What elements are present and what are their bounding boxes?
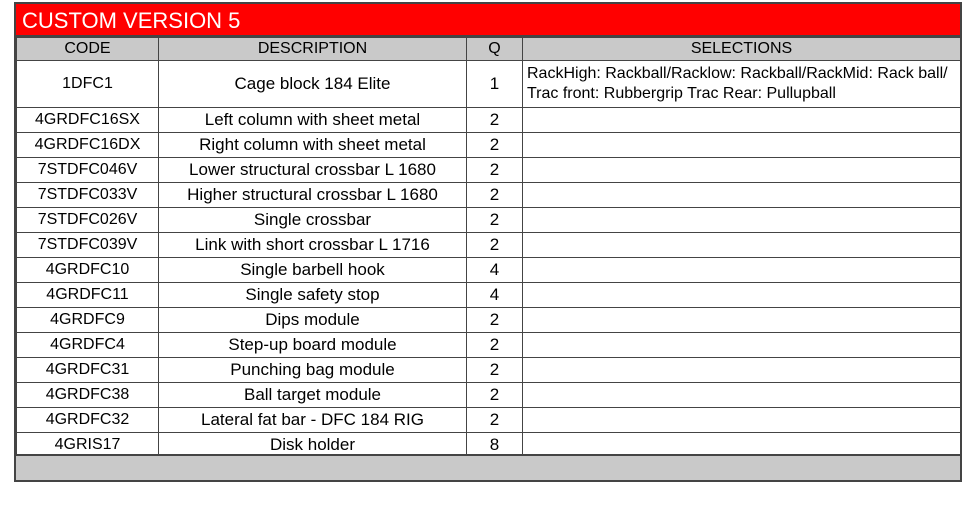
cell-qty: 2: [467, 233, 523, 258]
table-row: [17, 408, 961, 433]
cell-description: Link with short crossbar L 1716: [159, 233, 467, 258]
cell-code: 4GRDFC16DX: [17, 133, 159, 158]
cell-qty: 2: [467, 183, 523, 208]
table-row: [17, 158, 961, 183]
cell-qty: 1: [467, 61, 523, 108]
table-row: [17, 283, 961, 308]
table-row: [17, 258, 961, 283]
cell-description: Right column with sheet metal: [159, 133, 467, 158]
cell-qty: 2: [467, 308, 523, 333]
table-row: [17, 108, 961, 133]
cell-selections: [523, 358, 961, 383]
cell-description: Lateral fat bar - DFC 184 RIG: [159, 408, 467, 433]
cell-qty: 2: [467, 108, 523, 133]
header-row: [17, 38, 961, 61]
cell-qty: 2: [467, 158, 523, 183]
cell-code: 4GRDFC31: [17, 358, 159, 383]
cell-qty: 2: [467, 333, 523, 358]
cell-code: 7STDFC033V: [17, 183, 159, 208]
cell-selections: RackHigh: Rackball/Racklow: Rackball/RackMid: Rack ball/ Trac front: Rubbergrip Trac Rear: Pullupball: [523, 61, 961, 108]
table-row: [17, 233, 961, 258]
cell-code: 4GRDFC4: [17, 333, 159, 358]
cell-code: 1DFC1: [17, 61, 159, 108]
cell-code: 7STDFC026V: [17, 208, 159, 233]
cell-selections: [523, 333, 961, 358]
cell-selections: [523, 158, 961, 183]
cell-selections: [523, 233, 961, 258]
cell-description: Disk holder: [159, 433, 467, 458]
header-qty: Q: [467, 38, 523, 61]
table-row: [17, 383, 961, 408]
cell-selections: [523, 408, 961, 433]
cell-code: 4GRDFC10: [17, 258, 159, 283]
cell-description: Cage block 184 Elite: [159, 61, 467, 108]
cell-description: Step-up board module: [159, 333, 467, 358]
footer-bar: [16, 454, 960, 480]
cell-code: 4GRDFC11: [17, 283, 159, 308]
cell-qty: 8: [467, 433, 523, 458]
cell-qty: 2: [467, 408, 523, 433]
table-row: [17, 133, 961, 158]
cell-description: Ball target module: [159, 383, 467, 408]
parts-table: [16, 37, 961, 458]
cell-description: Dips module: [159, 308, 467, 333]
cell-code: 4GRDFC9: [17, 308, 159, 333]
cell-code: 4GRIS17: [17, 433, 159, 458]
cell-code: 4GRDFC38: [17, 383, 159, 408]
cell-qty: 2: [467, 133, 523, 158]
cell-selections: [523, 258, 961, 283]
cell-description: Lower structural crossbar L 1680: [159, 158, 467, 183]
table-row: [17, 308, 961, 333]
cell-description: Higher structural crossbar L 1680: [159, 183, 467, 208]
cell-description: Single crossbar: [159, 208, 467, 233]
header-description: DESCRIPTION: [159, 38, 467, 61]
table-row: [17, 183, 961, 208]
table-row: [17, 358, 961, 383]
cell-qty: 2: [467, 383, 523, 408]
cell-code: 7STDFC039V: [17, 233, 159, 258]
cell-selections: [523, 183, 961, 208]
table-row: [17, 61, 961, 108]
header-selections: SELECTIONS: [523, 38, 961, 61]
table-row: [17, 208, 961, 233]
cell-description: Single safety stop: [159, 283, 467, 308]
table-title: CUSTOM VERSION 5: [16, 4, 960, 37]
cell-selections: [523, 133, 961, 158]
cell-code: 7STDFC046V: [17, 158, 159, 183]
cell-selections: [523, 208, 961, 233]
spreadsheet-table: [14, 2, 962, 482]
table-row: [17, 333, 961, 358]
cell-description: Single barbell hook: [159, 258, 467, 283]
cell-selections: [523, 108, 961, 133]
cell-qty: 2: [467, 208, 523, 233]
cell-selections: [523, 308, 961, 333]
cell-selections: [523, 283, 961, 308]
header-code: CODE: [17, 38, 159, 61]
cell-code: 4GRDFC32: [17, 408, 159, 433]
cell-selections: [523, 383, 961, 408]
cell-qty: 4: [467, 283, 523, 308]
cell-description: Punching bag module: [159, 358, 467, 383]
cell-qty: 2: [467, 358, 523, 383]
cell-description: Left column with sheet metal: [159, 108, 467, 133]
cell-code: 4GRDFC16SX: [17, 108, 159, 133]
cell-qty: 4: [467, 258, 523, 283]
